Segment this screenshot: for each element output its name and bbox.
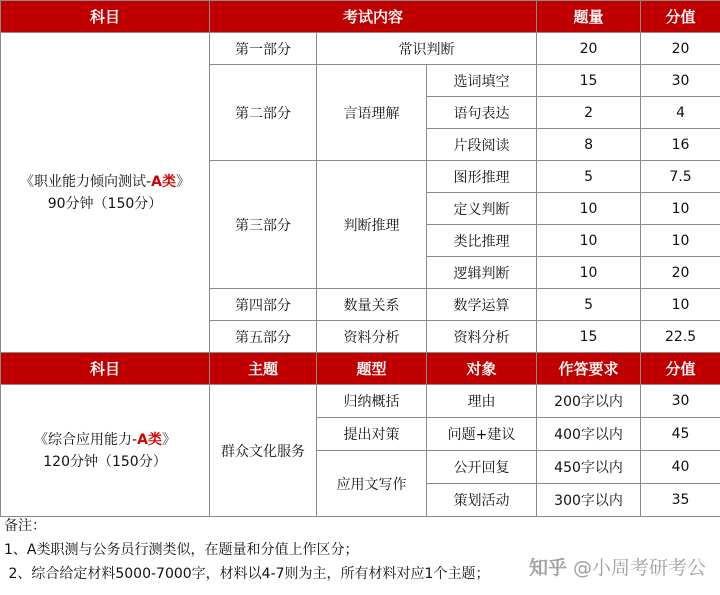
subject-cell-composite xyxy=(1,385,210,517)
table-row xyxy=(1,33,720,65)
count-cell: 20 xyxy=(537,33,641,65)
score-cell: 16 xyxy=(641,129,720,161)
header-count: 题量 xyxy=(537,1,641,33)
score-cell: 10 xyxy=(641,193,720,225)
module-cell: 资料分析 xyxy=(317,321,427,353)
notes-line: 1、A类职测与公务员行测类似，在题量和分值上作区分； xyxy=(4,542,359,558)
object-cell: 公开回复 xyxy=(427,451,537,484)
theme-cell: 群众文化服务 xyxy=(210,385,317,517)
count-cell: 5 xyxy=(537,289,641,321)
requirement-cell: 400字以内 xyxy=(537,418,641,451)
type-cell: 提出对策 xyxy=(317,418,427,451)
header-subject: 科目 xyxy=(1,353,210,385)
requirement-cell: 300字以内 xyxy=(537,484,641,517)
score-cell: 20 xyxy=(641,257,720,289)
item-cell: 逻辑判断 xyxy=(427,257,537,289)
subject-detail: 90分钟（150分） xyxy=(47,195,163,212)
subject-detail: 120分钟（150分） xyxy=(43,453,167,470)
count-cell: 10 xyxy=(537,225,641,257)
count-cell: 15 xyxy=(537,321,641,353)
object-cell: 理由 xyxy=(427,385,537,418)
subject-cell-aptitude xyxy=(1,33,210,353)
type-cell: 应用文写作 xyxy=(317,451,427,517)
type-cell: 归纳概括 xyxy=(317,385,427,418)
part-cell: 第一部分 xyxy=(210,33,317,65)
item-cell: 图形推理 xyxy=(427,161,537,193)
header-content: 考试内容 xyxy=(210,1,537,33)
zhihu-logo: 知乎 xyxy=(528,557,567,579)
count-cell: 15 xyxy=(537,65,641,97)
score-cell: 4 xyxy=(641,97,720,129)
score-cell: 7.5 xyxy=(641,161,720,193)
score-cell: 40 xyxy=(641,451,720,484)
score-cell: 45 xyxy=(641,418,720,451)
item-cell: 语句表达 xyxy=(427,97,537,129)
item-cell: 资料分析 xyxy=(427,321,537,353)
watermark xyxy=(529,553,706,580)
score-cell: 30 xyxy=(641,65,720,97)
header-requirement: 作答要求 xyxy=(537,353,641,385)
score-cell: 10 xyxy=(641,225,720,257)
object-cell: 策划活动 xyxy=(427,484,537,517)
count-cell: 2 xyxy=(537,97,641,129)
module-cell: 数量关系 xyxy=(317,289,427,321)
part-cell: 第四部分 xyxy=(210,289,317,321)
section2-header-row xyxy=(1,353,720,385)
module-cell: 言语理解 xyxy=(317,65,427,161)
item-cell: 片段阅读 xyxy=(427,129,537,161)
score-cell: 30 xyxy=(641,385,720,418)
requirement-cell: 200字以内 xyxy=(537,385,641,418)
item-cell: 类比推理 xyxy=(427,225,537,257)
header-object: 对象 xyxy=(427,353,537,385)
notes-title: 备注： xyxy=(4,518,46,534)
count-cell: 10 xyxy=(537,193,641,225)
count-cell: 8 xyxy=(537,129,641,161)
header-theme: 主题 xyxy=(210,353,317,385)
part-cell: 第三部分 xyxy=(210,161,317,289)
table-row xyxy=(1,385,720,418)
item-cell: 定义判断 xyxy=(427,193,537,225)
requirement-cell: 450字以内 xyxy=(537,451,641,484)
subject-highlight: A类 xyxy=(137,431,162,448)
score-cell: 20 xyxy=(641,33,720,65)
part-cell: 第五部分 xyxy=(210,321,317,353)
subject-title: 《职业能力倾向测试-A类》 xyxy=(20,173,190,190)
count-cell: 5 xyxy=(537,161,641,193)
header-subject: 科目 xyxy=(1,1,210,33)
header-type: 题型 xyxy=(317,353,427,385)
module-cell: 判断推理 xyxy=(317,161,427,289)
subject-title: 《综合应用能力-A类》 xyxy=(34,431,176,448)
section1-header-row xyxy=(1,1,720,33)
item-cell: 选词填空 xyxy=(427,65,537,97)
module-cell: 常识判断 xyxy=(317,33,537,65)
count-cell: 10 xyxy=(537,257,641,289)
object-cell: 问题+建议 xyxy=(427,418,537,451)
score-cell: 35 xyxy=(641,484,720,517)
score-cell: 22.5 xyxy=(641,321,720,353)
part-cell: 第二部分 xyxy=(210,65,317,161)
item-cell: 数学运算 xyxy=(427,289,537,321)
header-score: 分值 xyxy=(641,353,720,385)
header-score: 分值 xyxy=(641,1,720,33)
score-cell: 10 xyxy=(641,289,720,321)
subject-highlight: A类 xyxy=(151,173,176,190)
watermark-text: @小周考研考公 xyxy=(572,557,706,579)
notes-line: 2、综合给定材料5000-7000字，材料以4-7则为主，所有材料对应1个主题； xyxy=(4,566,490,582)
